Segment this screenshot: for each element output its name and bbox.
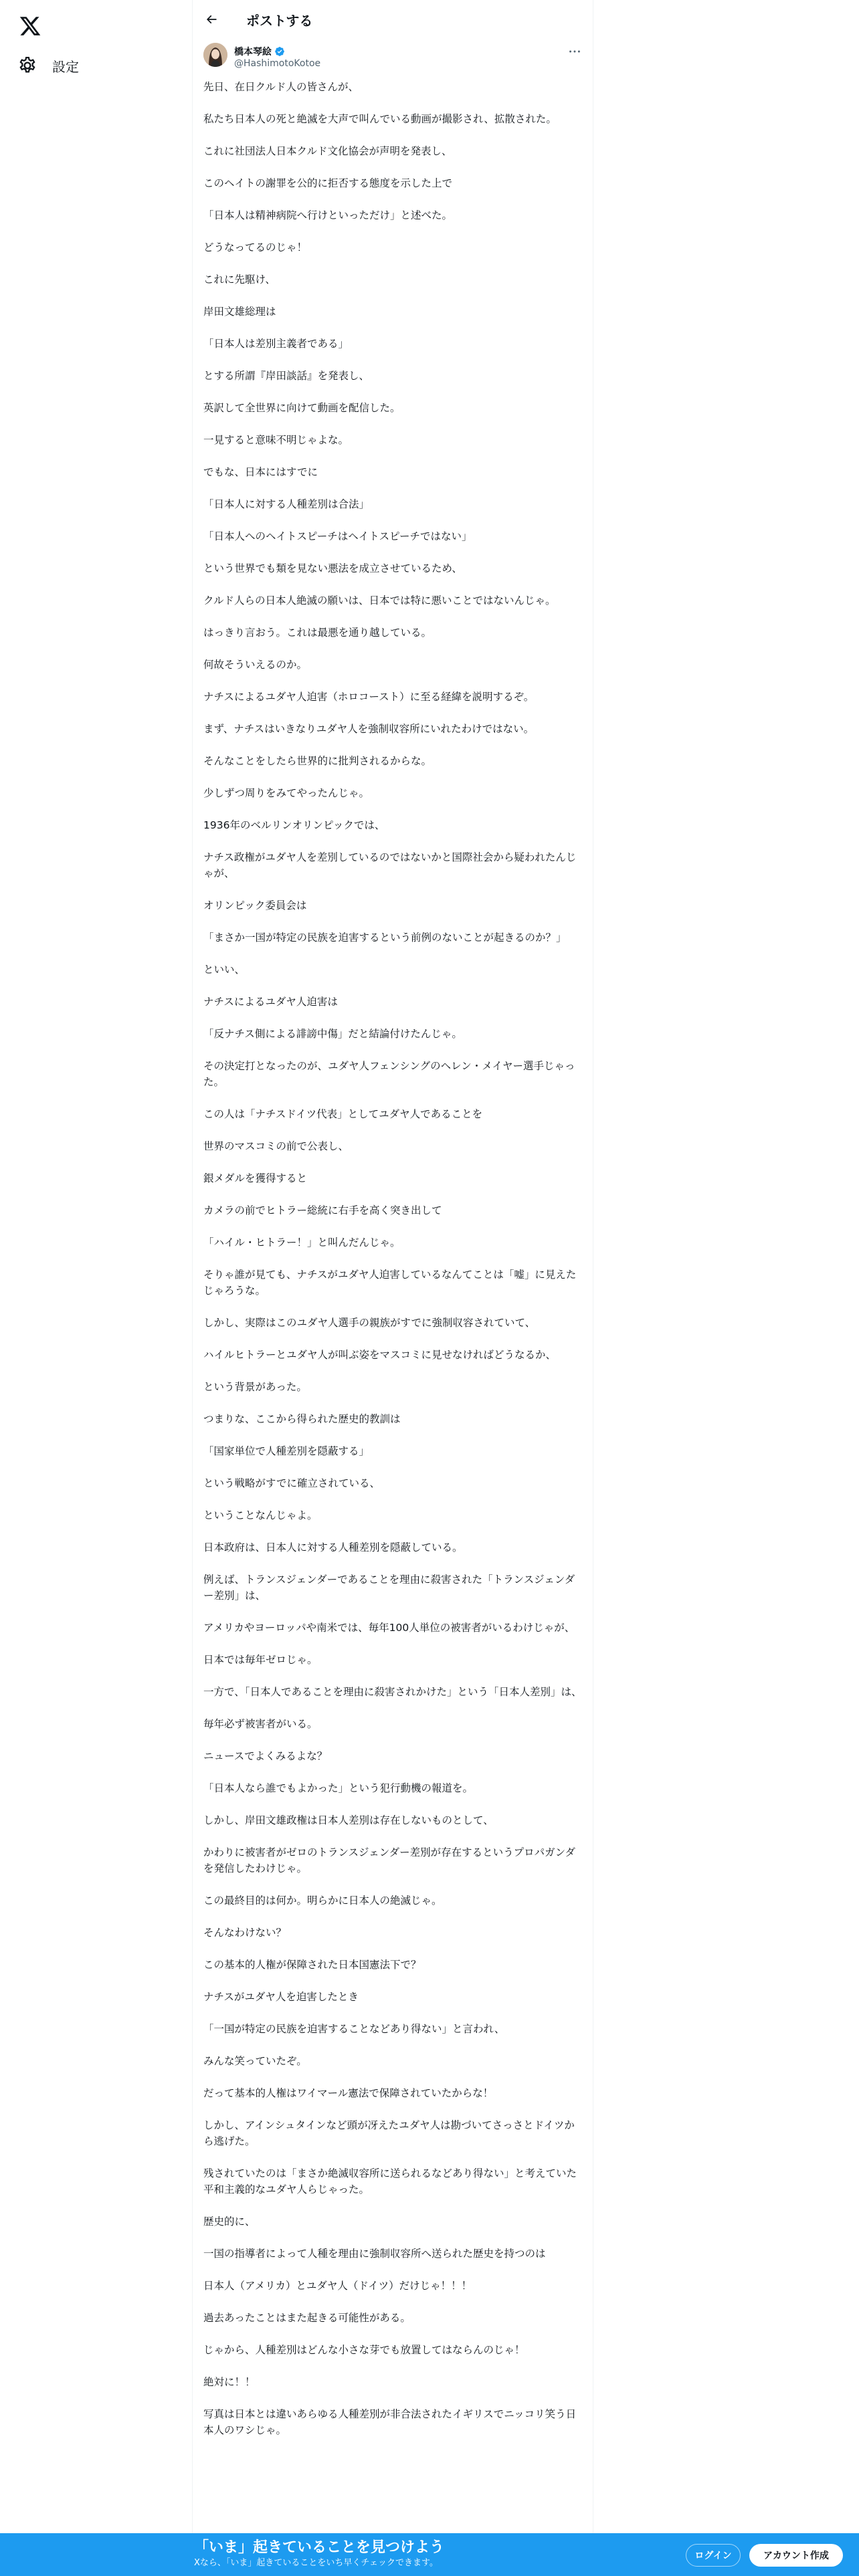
post-paragraph: 毎年必ず被害者がいる。 — [203, 1718, 318, 1730]
page-title: ポストする — [246, 12, 313, 29]
post-paragraph: しかし、実際はこのユダヤ人選手の親族がすでに強制収容されていて、 — [203, 1317, 536, 1329]
post-paragraph: ナチスによるユダヤ人迫害は — [203, 996, 338, 1008]
post-paragraph: みんな笑っていたぞ。 — [203, 2055, 307, 2067]
post-paragraph: この人は「ナチスドイツ代表」としてユダヤ人であることを — [203, 1108, 483, 1120]
verified-badge-icon — [274, 46, 285, 57]
post-paragraph: クルド人らの日本人絶滅の願いは、日本では特に悪いことではないんじゃ。 — [203, 595, 556, 607]
post-paragraph: この最終目的は何か。明らかに日本人の絶滅じゃ。 — [203, 1895, 442, 1907]
author-handle[interactable]: @HashimotoKotoe — [234, 58, 321, 69]
post-author — [193, 40, 594, 75]
post-paragraph: 例えば、トランスジェンダーであることを理由に殺害された「トランスジェンダー差別」は、 — [203, 1574, 575, 1602]
post-paragraph: 「日本人に対する人種差別は合法」 — [203, 498, 370, 510]
post-paragraph: ナチスがユダヤ人を迫害したとき — [203, 1991, 359, 2003]
post-paragraph: とする所謂『岸田談話』を発表し、 — [203, 370, 370, 382]
post-paragraph: 一見すると意味不明じゃよな。 — [203, 434, 349, 446]
post-paragraph: つまりな、ここから得られた歴史的教訓は — [203, 1413, 401, 1425]
post-paragraph: ハイルヒトラーとユダヤ人が叫ぶ姿をマスコミに見せなければどうなるか、 — [203, 1349, 557, 1361]
post-paragraph: ナチス政権がユダヤ人を差別しているのではないかと国際社会から疑われたんじゃが、 — [203, 851, 577, 879]
signup-bar-title: 「いま」起きていることを見つけよう — [194, 2539, 445, 2556]
more-options-button[interactable] — [567, 44, 582, 59]
post-paragraph: その決定打となったのが、ユダヤ人フェンシングのヘレン・メイヤー選手じゃった。 — [203, 1060, 575, 1088]
post-paragraph: この基本的人権が保障された日本国憲法下で？ — [203, 1959, 421, 1971]
post-paragraph: 日本では毎年ゼロじゃ。 — [203, 1654, 318, 1666]
post-paragraph: そりゃ誰が見ても、ナチスがユダヤ人迫害しているなんてことは「嘘」に見えたじゃろうな。 — [203, 1269, 577, 1297]
post-paragraph: 過去あったことはまた起きる可能性がある。 — [203, 2312, 411, 2324]
post-paragraph: 「日本人へのヘイトスピーチはヘイトスピーチではない」 — [203, 530, 472, 542]
main-column — [192, 0, 593, 2576]
nav-settings[interactable] — [17, 53, 79, 78]
post-paragraph: だって基本的人権はワイマール憲法で保障されていたからな！ — [203, 2087, 494, 2099]
post-paragraph: という背景があった。 — [203, 1381, 307, 1393]
page-header — [193, 0, 594, 39]
post-paragraph: 岸田文雄総理は — [203, 306, 276, 318]
post-paragraph: 「ハイル・ヒトラー！」と叫んだんじゃ。 — [203, 1237, 401, 1249]
post-paragraph: しかし、岸田文雄政権は日本人差別は存在しないものとして、 — [203, 1814, 494, 1826]
post-paragraph: 一国の指導者によって人種を理由に強制収容所へ送られた歴史を持つのは — [203, 2248, 546, 2260]
post-paragraph: そんなことをしたら世界的に批判されるからな。 — [203, 755, 432, 767]
post-paragraph: 世界のマスコミの前で公表し、 — [203, 1140, 349, 1152]
post-paragraph: 銀メダルを獲得すると — [203, 1172, 308, 1184]
author-name[interactable] — [234, 45, 285, 58]
left-nav — [0, 0, 192, 2576]
post-paragraph: じゃから、人種差別はどんな小さな芽でも放置してはならんのじゃ！ — [203, 2344, 525, 2356]
post-paragraph: という戦略がすでに確立されている、 — [203, 1477, 380, 1489]
post-paragraph: しかし、アインシュタインなど頭が冴えたユダヤ人は勘づいてさっさとドイツから逃げた。 — [203, 2119, 575, 2147]
post-paragraph: どうなってるのじゃ！ — [203, 241, 308, 253]
post-paragraph: ナチスによるユダヤ人迫害（ホロコースト）に至る経緯を説明するぞ。 — [203, 691, 535, 703]
post-paragraph: 「反ナチス側による誹謗中傷」だと結論付けたんじゃ。 — [203, 1028, 462, 1040]
post-text — [203, 79, 585, 2454]
more-horizontal-icon — [567, 44, 582, 59]
post-paragraph: ニュースでよくみるよな？ — [203, 1750, 328, 1762]
post-paragraph: 一方で、「日本人であることを理由に殺害されかけた」という「日本人差別」は、 — [203, 1686, 582, 1698]
post-paragraph: 写真は日本とは違いあらゆる人種差別が非合法されたイギリスでニッコリ笑う日本人のワシじゃ。 — [203, 2408, 577, 2436]
post-paragraph: 「まさか一国が特定の民族を迫害するという前例のないことが起きるのか？」 — [203, 932, 567, 944]
post-paragraph: そんなわけない？ — [203, 1927, 287, 1939]
post-paragraph: 何故そういえるのか。 — [203, 659, 308, 671]
arrow-left-icon — [205, 13, 218, 26]
signup-bar-text — [194, 2539, 444, 2569]
post-paragraph: 歴史的に、 — [203, 2216, 256, 2228]
x-logo-icon[interactable] — [19, 15, 41, 37]
signup-button[interactable]: アカウント作成 — [749, 2544, 843, 2567]
post-paragraph: 残されていたのは「まさか絶滅収容所に送られるなどあり得ない」と考えていた平和主義的なユダヤ人らじゃった。 — [203, 2167, 577, 2195]
post-paragraph: 英訳して全世界に向けて動画を配信した。 — [203, 402, 401, 414]
post-paragraph: 「一国が特定の民族を迫害することなどあり得ない」と言われ、 — [203, 2023, 505, 2035]
post-paragraph: でもな、日本にはすでに — [203, 466, 318, 478]
post-paragraph: 「日本人なら誰でもよかった」という犯行動機の報道を。 — [203, 1782, 474, 1794]
post-paragraph: かわりに被害者がゼロのトランスジェンダー差別が存在するというプロパガンダを発信したわけじゃ。 — [203, 1846, 575, 1874]
nav-settings-label: 設定 — [52, 58, 79, 75]
signup-bar-subtitle: Xなら、「いま」起きていることをいち早くチェックできます。 — [194, 2558, 438, 2568]
post-paragraph: 1936年のベルリンオリンピックでは、 — [203, 819, 385, 831]
author-name-text: 橋本琴絵 — [234, 47, 272, 58]
post-paragraph: 「国家単位で人種差別を隠蔽する」 — [203, 1445, 370, 1457]
post-paragraph: 先日、在日クルド人の皆さんが、 — [203, 81, 359, 93]
back-button[interactable] — [199, 7, 223, 31]
post-paragraph: 絶対に！！ — [203, 2376, 256, 2388]
post-paragraph: カメラの前でヒトラー総統に右手を高く突き出して — [203, 1204, 442, 1216]
gear-icon — [17, 56, 37, 76]
post-paragraph: といい、 — [203, 964, 246, 976]
avatar[interactable] — [203, 43, 227, 67]
post-paragraph: 私たち日本人の死と絶滅を大声で叫んでいる動画が撮影され、拡散された。 — [203, 113, 557, 125]
post-paragraph: はっきり言おう。これは最悪を通り越している。 — [203, 627, 432, 639]
post-paragraph: 日本人（アメリカ）とユダヤ人（ドイツ）だけじゃ！！！ — [203, 2280, 472, 2292]
post-paragraph: 日本政府は、日本人に対する人種差別を隠蔽している。 — [203, 1541, 463, 1553]
post-paragraph: このヘイトの謝罪を公的に拒否する態度を示した上で — [203, 177, 453, 189]
post-paragraph: 少しずつ周りをみてやったんじゃ。 — [203, 787, 370, 799]
post-paragraph: 「日本人は差別主義者である」 — [203, 338, 349, 350]
signup-bar — [0, 2533, 859, 2576]
post-paragraph: これに社団法人日本クルド文化協会が声明を発表し、 — [203, 145, 452, 157]
post-paragraph: 「日本人は精神病院へ行けといっただけ」と述べた。 — [203, 209, 453, 221]
post-paragraph: これに先駆け、 — [203, 274, 276, 286]
post-paragraph: オリンピック委員会は — [203, 899, 307, 911]
post-paragraph: ということなんじゃよ。 — [203, 1509, 318, 1521]
post-paragraph: まず、ナチスはいきなりユダヤ人を強制収容所にいれたわけではない。 — [203, 723, 535, 735]
post-paragraph: アメリカやヨーロッパや南米では、毎年100人単位の被害者がいるわけじゃが、 — [203, 1622, 575, 1634]
post-paragraph: という世界でも類を見ない悪法を成立させているため、 — [203, 562, 462, 574]
login-button[interactable]: ログイン — [686, 2544, 741, 2567]
